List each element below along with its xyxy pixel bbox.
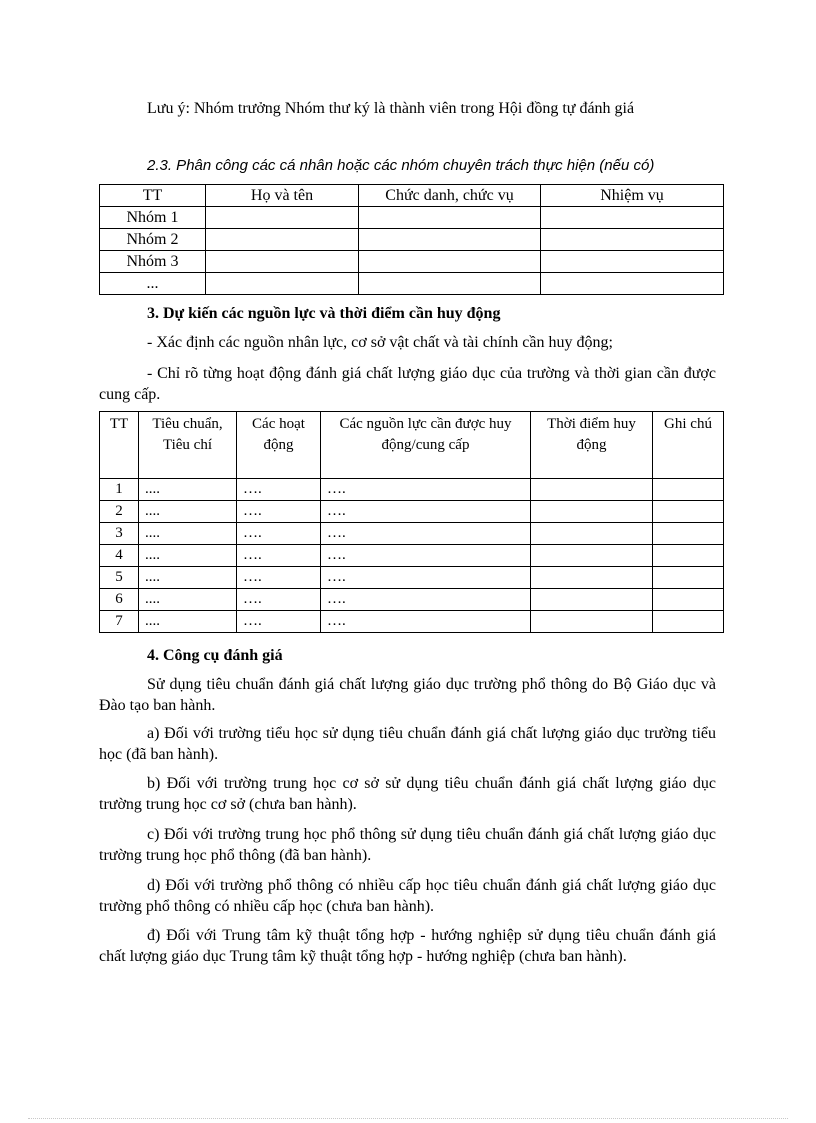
empty-cell	[653, 545, 724, 567]
table-row	[100, 229, 724, 251]
tool-item-b: b) Đối với trường trung học cơ sở sử dụng tiêu chuẩn đánh giá chất lượng giáo dục trường trung học cơ sở (chưa ban hành).	[99, 775, 716, 813]
column-header: Thời điểm huy động	[531, 412, 653, 479]
table-row	[100, 273, 724, 295]
section-3-heading: 3. Dự kiến các nguồn lực và thời điểm cần huy động	[147, 305, 501, 322]
table-header-row	[100, 185, 724, 207]
column-header: Các nguồn lực cần được huy động/cung cấp	[321, 412, 531, 479]
section-4-intro: Sử dụng tiêu chuẩn đánh giá chất lượng giáo dục trường phổ thông do Bộ Giáo dục và Đào tạo ban hành.	[99, 676, 716, 714]
note-text: Lưu ý: Nhóm trưởng Nhóm thư ký là thành viên trong Hội đồng tự đánh giá	[147, 100, 635, 117]
table-row	[100, 545, 724, 567]
group-cell: Nhóm 3	[100, 251, 206, 273]
placeholder-cell: ....	[139, 589, 237, 611]
placeholder-cell: ….	[237, 589, 321, 611]
section-3-para-1: - Xác định các nguồn nhân lực, cơ sở vật chất và tài chính cần huy động;	[147, 334, 613, 351]
placeholder-cell: ….	[237, 545, 321, 567]
column-header: TT	[100, 412, 139, 479]
column-header: Các hoạt động	[237, 412, 321, 479]
table-row	[100, 611, 724, 633]
table-row	[100, 501, 724, 523]
placeholder-cell: ....	[139, 611, 237, 633]
placeholder-cell: ....	[139, 501, 237, 523]
column-header: TT	[100, 185, 206, 207]
row-number: 3	[100, 523, 139, 545]
empty-cell	[359, 207, 541, 229]
empty-cell	[541, 251, 724, 273]
row-number: 5	[100, 567, 139, 589]
empty-cell	[531, 479, 653, 501]
placeholder-cell: ....	[139, 479, 237, 501]
empty-cell	[653, 567, 724, 589]
assignment-table	[99, 184, 724, 295]
placeholder-cell: ….	[237, 501, 321, 523]
section-2-3-heading: 2.3. Phân công các cá nhân hoặc các nhóm chuyên trách thực hiện (nếu có)	[147, 157, 655, 174]
tool-item-a: a) Đối với trường tiểu học sử dụng tiêu chuẩn đánh giá chất lượng giáo dục trường tiểu học (đã ban hành).	[99, 725, 716, 763]
empty-cell	[531, 501, 653, 523]
placeholder-cell: ….	[321, 567, 531, 589]
empty-cell	[359, 251, 541, 273]
placeholder-cell: ....	[139, 545, 237, 567]
column-header: Nhiệm vụ	[541, 185, 724, 207]
empty-cell	[653, 501, 724, 523]
empty-cell	[531, 567, 653, 589]
group-cell: ...	[100, 273, 206, 295]
empty-cell	[206, 229, 359, 251]
group-cell: Nhóm 1	[100, 207, 206, 229]
empty-cell	[359, 229, 541, 251]
tool-item-c: c) Đối với trường trung học phổ thông sử dụng tiêu chuẩn đánh giá chất lượng giáo dục trường trung học phổ thông (đã ban hành).	[99, 826, 716, 864]
empty-cell	[206, 273, 359, 295]
placeholder-cell: ….	[321, 589, 531, 611]
empty-cell	[531, 589, 653, 611]
empty-cell	[541, 229, 724, 251]
table-header-row	[100, 412, 724, 479]
placeholder-cell: ….	[237, 567, 321, 589]
tool-item-dd: đ) Đối với Trung tâm kỹ thuật tổng hợp - hướng nghiệp sử dụng tiêu chuẩn đánh giá chất lượng giáo dục Trung tâm kỹ thuật tổng hợp - hướng nghiệp (chưa ban hành).	[99, 927, 716, 965]
tool-item-d: d) Đối với trường phổ thông có nhiều cấp học tiêu chuẩn đánh giá chất lượng giáo dục trường phổ thông có nhiều cấp học (chưa ban hành).	[99, 877, 716, 915]
row-number: 6	[100, 589, 139, 611]
empty-cell	[653, 523, 724, 545]
placeholder-cell: ….	[237, 611, 321, 633]
row-number: 7	[100, 611, 139, 633]
placeholder-cell: ....	[139, 523, 237, 545]
column-header: Tiêu chuẩn, Tiêu chí	[139, 412, 237, 479]
empty-cell	[653, 589, 724, 611]
empty-cell	[541, 273, 724, 295]
empty-cell	[206, 251, 359, 273]
section-3-para-2: - Chỉ rõ từng hoạt động đánh giá chất lượng giáo dục của trường và thời gian cần được cung cấp.	[99, 365, 716, 403]
group-cell: Nhóm 2	[100, 229, 206, 251]
column-header: Chức danh, chức vụ	[359, 185, 541, 207]
resources-table	[99, 411, 724, 633]
column-header: Ghi chú	[653, 412, 724, 479]
row-number: 1	[100, 479, 139, 501]
column-header: Họ và tên	[206, 185, 359, 207]
page-bottom-border	[28, 1118, 788, 1119]
empty-cell	[653, 611, 724, 633]
table-row	[100, 207, 724, 229]
placeholder-cell: ….	[321, 501, 531, 523]
empty-cell	[541, 207, 724, 229]
section-4-heading: 4. Công cụ đánh giá	[147, 647, 283, 664]
row-number: 2	[100, 501, 139, 523]
empty-cell	[359, 273, 541, 295]
empty-cell	[653, 479, 724, 501]
table-row	[100, 567, 724, 589]
placeholder-cell: ....	[139, 567, 237, 589]
placeholder-cell: ….	[321, 545, 531, 567]
placeholder-cell: ….	[321, 611, 531, 633]
table-row	[100, 589, 724, 611]
placeholder-cell: ….	[237, 523, 321, 545]
empty-cell	[531, 611, 653, 633]
empty-cell	[206, 207, 359, 229]
empty-cell	[531, 545, 653, 567]
empty-cell	[531, 523, 653, 545]
table-row	[100, 523, 724, 545]
placeholder-cell: ….	[321, 523, 531, 545]
placeholder-cell: ….	[237, 479, 321, 501]
row-number: 4	[100, 545, 139, 567]
table-row	[100, 479, 724, 501]
table-row	[100, 251, 724, 273]
placeholder-cell: ….	[321, 479, 531, 501]
